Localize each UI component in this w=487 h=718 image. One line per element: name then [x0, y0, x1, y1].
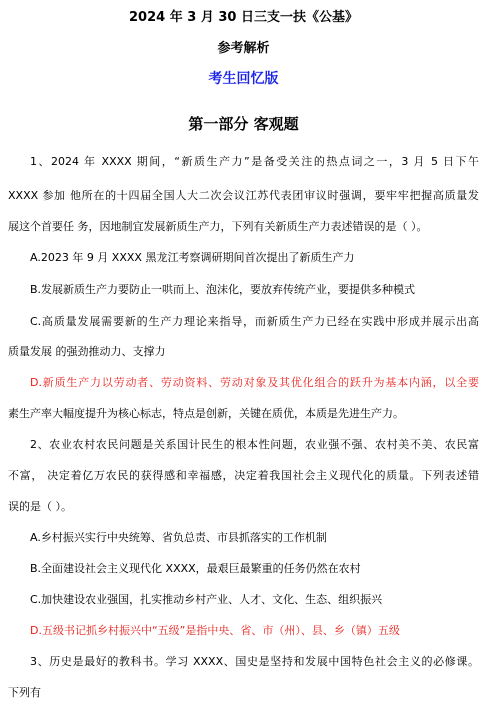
- q3-stem-line-2: 下列有: [8, 686, 41, 699]
- q3-stem-line-1: 3、历史是最好的教科书。学习 XXXX、国史是坚持和发展中国特色社会主义的必修课。: [30, 655, 479, 668]
- q2-stem-line-1: 2、农业农村农民问题是关系国计民生的根本性问题，农业强不强、农村美不美、农民富: [30, 438, 479, 451]
- q2-option-d: D.五级书记抓乡村振兴中“五级”是指中央、省、市（州）、县、乡（镇）五级: [30, 624, 400, 637]
- q1-stem-line-1: 1、2024 年 XXXX 期间，“新质生产力”是备受关注的热点词之一，3 月 5 日下午: [30, 155, 479, 168]
- q1-option-d-line-2: 素生产率大幅度提升为核心标志，特点是创新，关键在质优，本质是先进生产力。: [8, 407, 404, 420]
- doc-title: 2024 年 3 月 30 日三支一扶《公基》: [129, 10, 358, 25]
- q2-option-c: C.加快建设农业强国，扎实推动乡村产业、人才、文化、生态、组织振兴: [30, 593, 383, 606]
- q2-option-b: B.全面建设社会主义现代化 XXXX，最艰巨最繁重的任务仍然在农村: [30, 562, 361, 575]
- q1-stem-line-3: 展这个首要任 务，因地制宜发展新质生产力，下列有关新质生产力表述错误的是（ ）。: [8, 220, 428, 233]
- section-title: 第一部分 客观题: [188, 115, 299, 133]
- doc-subtitle: 参考解析: [217, 41, 270, 56]
- q1-stem-line-2: XXXX 参加 他所在的十四届全国人大二次会议江苏代表团审议时强调，要牢牢把握高质量发: [8, 189, 479, 202]
- doc-edition: 考生回忆版: [208, 71, 279, 87]
- q2-stem-line-3: 误的是（ ）。: [8, 500, 72, 513]
- q2-stem-line-2: 不富， 决定着亿万农民的获得感和幸福感，决定着我国社会主义现代化的质量。下列表述错: [8, 469, 479, 482]
- q1-option-c-line-1: C.高质量发展需要新的生产力理论来指导，而新质生产力已经在实践中形成并展示出高: [30, 315, 479, 328]
- q2-option-a: A.乡村振兴实行中央统筹、省负总责、市县抓落实的工作机制: [30, 531, 327, 544]
- q1-option-a: A.2023 年 9 月 XXXX 黑龙江考察调研期间首次提出了新质生产力: [30, 251, 355, 264]
- q1-option-d-line-1: D.新质生产力以劳动者、劳动资料、劳动对象及其优化组合的跃升为基本内涵，以全要: [30, 376, 479, 389]
- q1-option-b: B.发展新质生产力要防止一哄而上、泡沫化，要放弃传统产业，要提供多种模式: [30, 283, 416, 296]
- q1-option-c-line-2: 质量发展 的强劲推动力、支撑力: [8, 345, 166, 358]
